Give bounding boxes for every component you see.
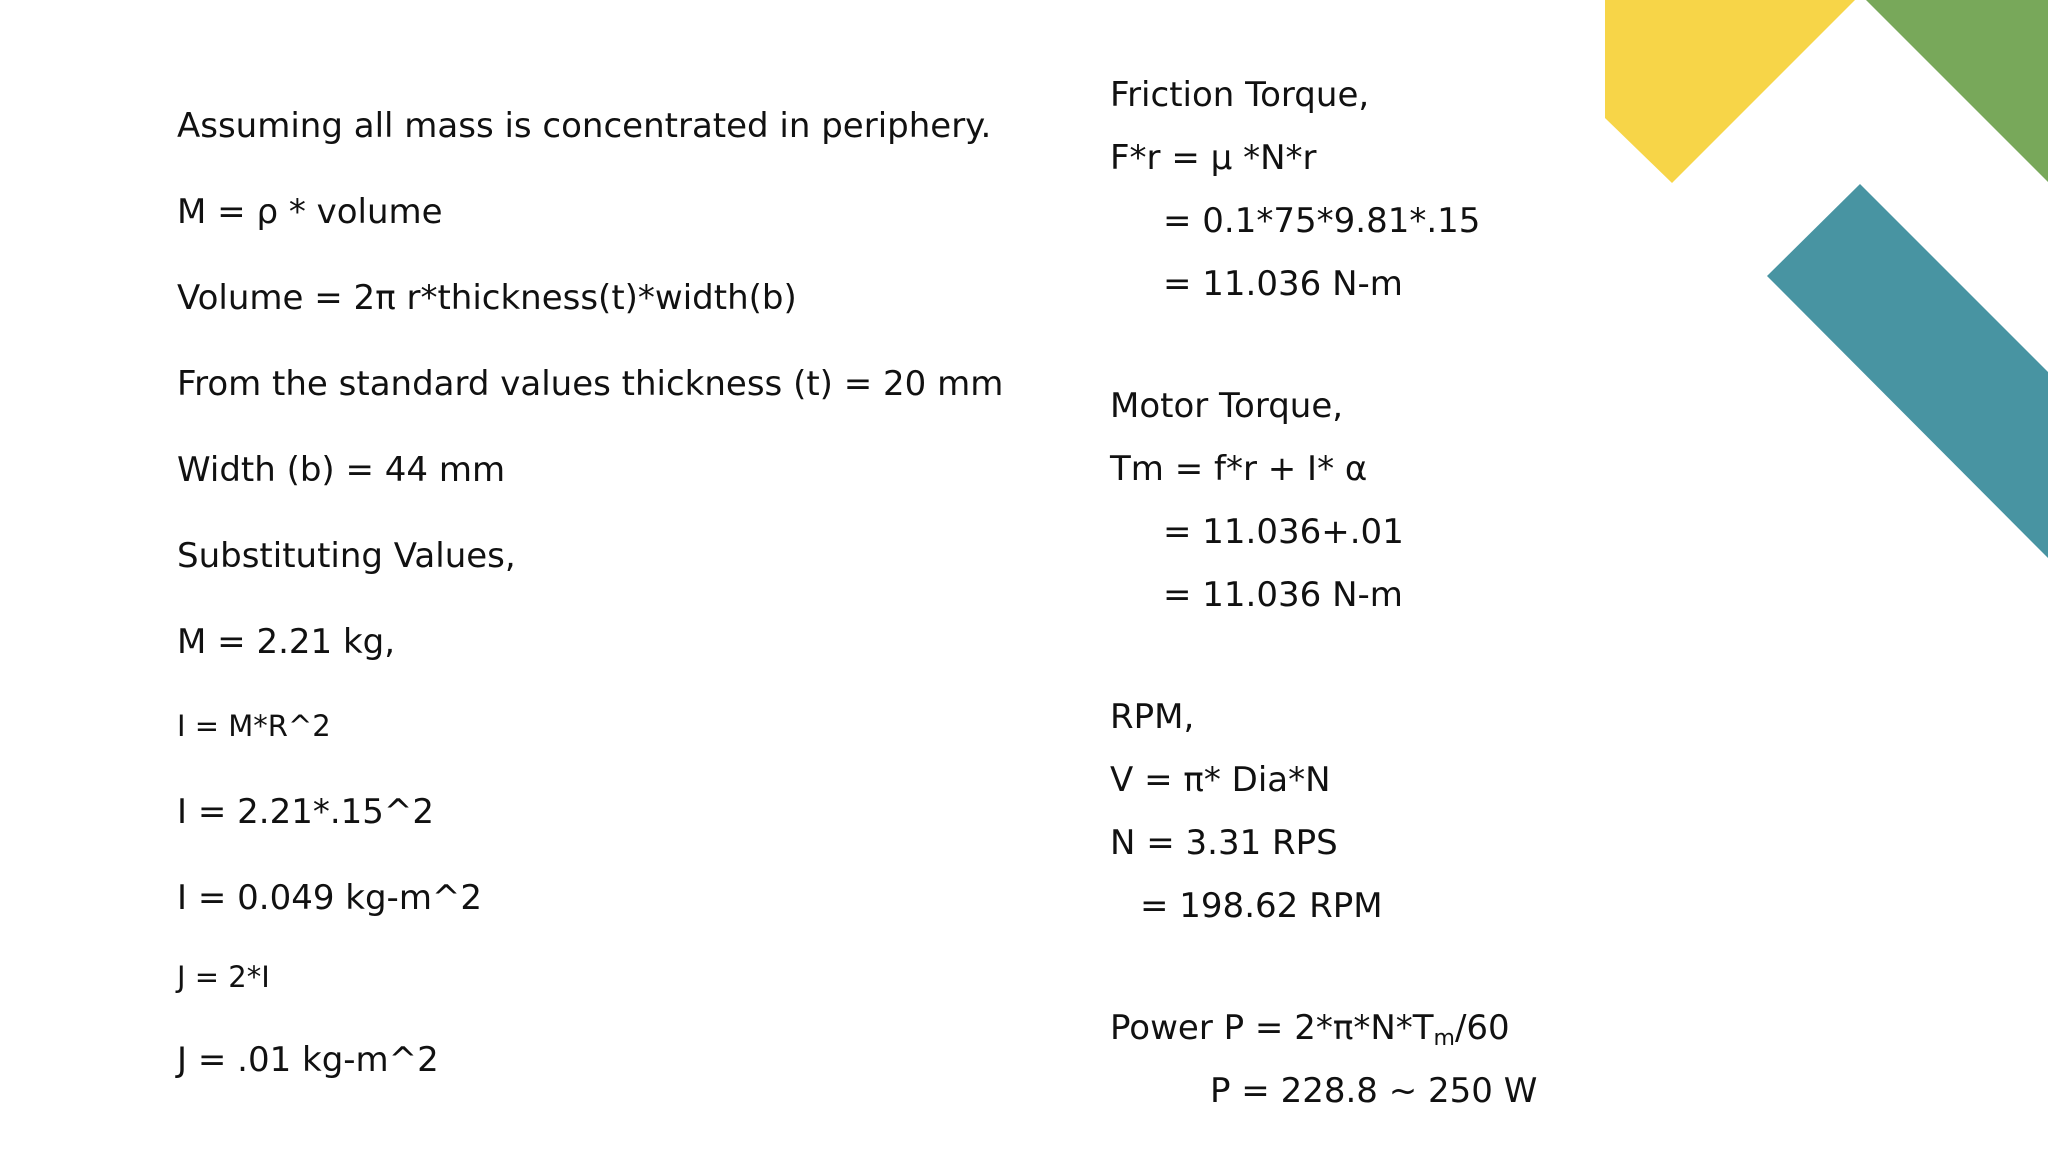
- inertia-formula: I = M*R^2: [177, 709, 331, 743]
- power-equation-tail: /60: [1454, 1008, 1510, 1048]
- rps-result: N = 3.31 RPS: [1110, 823, 1338, 863]
- inertia-result: I = 0.049 kg-m^2: [177, 878, 483, 918]
- rpm-heading: RPM,: [1110, 697, 1195, 737]
- green-triangle-shape: [1866, 0, 2048, 182]
- motor-equation: Tm = f*r + I* α: [1110, 449, 1368, 489]
- thickness-value: From the standard values thickness (t) = 20 mm: [177, 364, 1004, 404]
- rpm-result: = 198.62 RPM: [1140, 886, 1383, 926]
- mass-result: M = 2.21 kg,: [177, 622, 396, 662]
- yellow-chevron-shape: [1605, 0, 1855, 183]
- velocity-equation: V = π* Dia*N: [1110, 760, 1331, 800]
- mass-formula: M = ρ * volume: [177, 192, 443, 232]
- volume-formula: Volume = 2π r*thickness(t)*width(b): [177, 278, 797, 318]
- j-formula: J = 2*I: [177, 960, 270, 994]
- power-equation-subscript: m: [1433, 1026, 1455, 1051]
- teal-band-shape: [1767, 184, 2048, 558]
- substituting-heading: Substituting Values,: [177, 536, 516, 576]
- power-equation-main: Power P = 2*π*N*T: [1110, 1008, 1434, 1048]
- power-result: P = 228.8 ~ 250 W: [1210, 1071, 1538, 1111]
- assumption-text: Assuming all mass is concentrated in periphery.: [177, 106, 992, 146]
- power-equation: [1110, 1008, 1510, 1051]
- friction-result: = 11.036 N-m: [1163, 264, 1403, 304]
- friction-torque-heading: Friction Torque,: [1110, 75, 1370, 115]
- motor-result: = 11.036 N-m: [1163, 575, 1403, 615]
- inertia-calculation: I = 2.21*.15^2: [177, 792, 435, 832]
- motor-torque-heading: Motor Torque,: [1110, 386, 1344, 426]
- motor-calculation: = 11.036+.01: [1163, 512, 1404, 552]
- friction-calculation: = 0.1*75*9.81*.15: [1163, 201, 1481, 241]
- width-value: Width (b) = 44 mm: [177, 450, 506, 490]
- j-result: J = .01 kg-m^2: [177, 1040, 439, 1080]
- friction-equation: F*r = μ *N*r: [1110, 138, 1317, 178]
